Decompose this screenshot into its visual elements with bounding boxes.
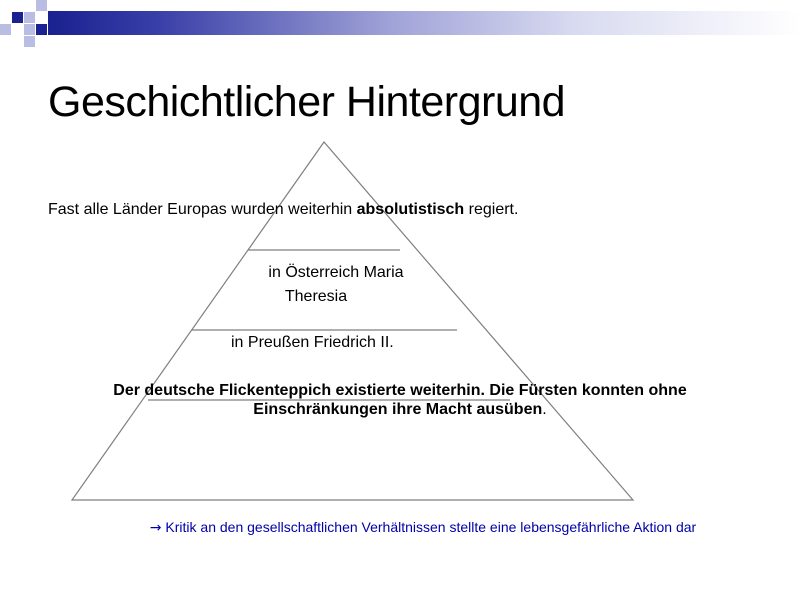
pyramid-prussia-label: in Preußen Friedrich II. [231, 334, 394, 351]
pyramid-austria-label [250, 261, 422, 309]
arrow-right-icon: → [149, 520, 162, 536]
austria-line-2: Theresia [284, 288, 348, 305]
statement-end: . [542, 401, 547, 418]
intro-text-after: regiert. [464, 201, 519, 218]
statement-bold: Der deutsche Flickenteppich existierte weiterhin. Die Fürsten konnten ohne Einschränkungen ihre Macht ausüben [113, 382, 687, 418]
austria-line-1: in Österreich Maria [268, 264, 404, 281]
intro-text [48, 200, 518, 220]
intro-bold-word: absolutistisch [356, 201, 465, 218]
flickenteppich-statement [60, 381, 740, 419]
conclusion-body: Kritik an den gesellschaftlichen Verhältnissen stellte eine lebensgefährliche Aktion dar [161, 519, 697, 535]
slide-title: Geschichtlicher Hintergrund [48, 78, 566, 126]
intro-text-before: Fast alle Länder Europas wurden weiterhin [48, 201, 357, 218]
pyramid-outline [72, 142, 633, 500]
conclusion-text [108, 519, 738, 537]
